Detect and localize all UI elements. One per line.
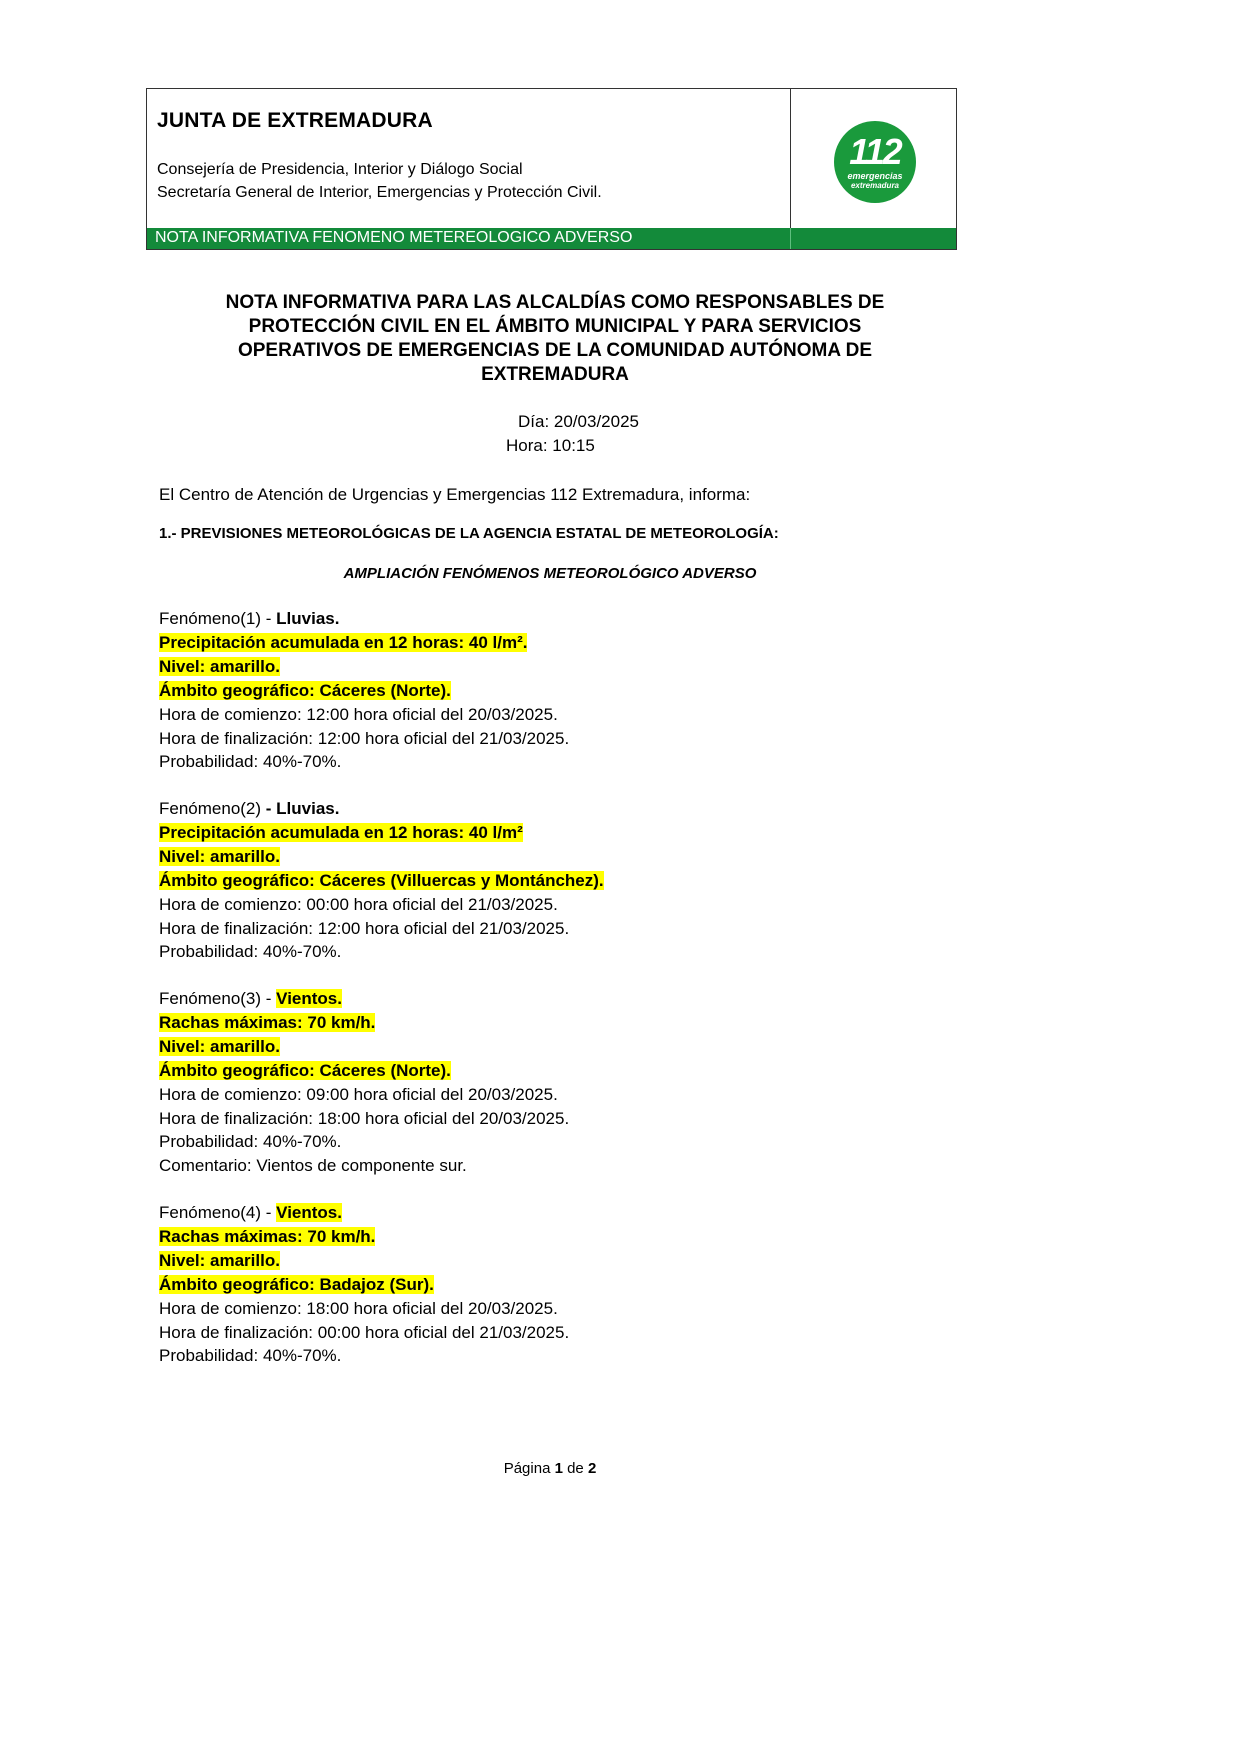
phenomenon-1-level: Nivel: amarillo. xyxy=(159,657,280,676)
phenomenon-3-end: Hora de finalización: 18:00 hora oficial del 20/03/2025. xyxy=(159,1109,570,1128)
phenomenon-2-probability: Probabilidad: 40%-70%. xyxy=(159,942,342,961)
phenomenon-3-start: Hora de comienzo: 09:00 hora oficial del 20/03/2025. xyxy=(159,1085,558,1104)
section-title: 1.- PREVISIONES METEOROLÓGICAS DE LA AGENCIA ESTATAL DE METEOROLOGÍA: xyxy=(159,525,779,542)
phenomenon-1-start: Hora de comienzo: 12:00 hora oficial del 20/03/2025. xyxy=(159,705,558,724)
phenomenon-2-end: Hora de finalización: 12:00 hora oficial del 21/03/2025. xyxy=(159,919,570,938)
phenomenon-2-level: Nivel: amarillo. xyxy=(159,847,280,866)
phenomenon-1-end: Hora de finalización: 12:00 hora oficial del 21/03/2025. xyxy=(159,729,570,748)
phenomenon-3-header xyxy=(159,989,342,1009)
phenomenon-label: Fenómeno(3) - xyxy=(159,989,277,1008)
footer-total: 2 xyxy=(587,1460,597,1477)
phenomenon-2-main: Precipitación acumulada en 12 horas: 40 l/m² xyxy=(159,823,523,842)
phenomenon-3-comment: Comentario: Vientos de componente sur. xyxy=(159,1156,467,1175)
title-line-4: EXTREMADURA xyxy=(481,364,629,385)
phenomenon-1-area: Ámbito geográfico: Cáceres (Norte). xyxy=(159,681,451,700)
footer-middle: de xyxy=(562,1460,588,1477)
phenomenon-3-level: Nivel: amarillo. xyxy=(159,1037,280,1056)
phenomenon-4-header xyxy=(159,1203,342,1223)
phenomenon-2-area: Ámbito geográfico: Cáceres (Villuercas y Montánchez). xyxy=(159,871,604,890)
phenomenon-type: Vientos. xyxy=(276,989,342,1008)
header-banner xyxy=(147,228,956,249)
subsection-title: AMPLIACIÓN FENÓMENOS METEOROLÓGICO ADVERSO xyxy=(343,565,757,582)
logo-number: 112 xyxy=(849,131,901,172)
title-line-3: OPERATIVOS DE EMERGENCIAS DE LA COMUNIDAD AUTÓNOMA DE xyxy=(237,340,873,361)
phenomenon-4-main: Rachas máximas: 70 km/h. xyxy=(159,1227,376,1246)
header-text-cell xyxy=(147,89,791,228)
phenomenon-2-header xyxy=(159,799,339,819)
phenomenon-1-main: Precipitación acumulada en 12 horas: 40 l/m². xyxy=(159,633,528,652)
logo-text-1: emergencias xyxy=(847,171,903,181)
footer-prefix: Página xyxy=(503,1460,555,1477)
header-banner-text: NOTA INFORMATIVA FENOMENO METEREOLOGICO ADVERSO xyxy=(155,229,633,246)
phenomenon-type: Vientos. xyxy=(276,1203,342,1222)
page-footer xyxy=(0,1460,1100,1477)
banner-divider xyxy=(790,228,791,249)
phenomenon-4-end: Hora de finalización: 00:00 hora oficial del 21/03/2025. xyxy=(159,1323,570,1342)
phenomenon-1-header xyxy=(159,609,339,629)
phenomenon-1-probability: Probabilidad: 40%-70%. xyxy=(159,752,342,771)
organization-name: JUNTA DE EXTREMADURA xyxy=(157,109,433,132)
logo-text-2: extremadura xyxy=(850,181,900,190)
phenomenon-type: - Lluvias. xyxy=(265,799,340,818)
phenomenon-type: Lluvias. xyxy=(276,609,340,628)
phenomenon-4-area: Ámbito geográfico: Badajoz (Sur). xyxy=(159,1275,434,1294)
document-date: Día: 20/03/2025 xyxy=(518,412,639,431)
phenomenon-2-start: Hora de comienzo: 00:00 hora oficial del 21/03/2025. xyxy=(159,895,558,914)
phenomenon-label: Fenómeno(1) - xyxy=(159,609,277,628)
phenomenon-4-probability: Probabilidad: 40%-70%. xyxy=(159,1346,342,1365)
phenomenon-3-main: Rachas máximas: 70 km/h. xyxy=(159,1013,376,1032)
intro-text: El Centro de Atención de Urgencias y Emergencias 112 Extremadura, informa: xyxy=(159,485,751,504)
document-time: Hora: 10:15 xyxy=(506,436,595,455)
emergencias-112-logo-icon xyxy=(834,121,916,203)
phenomenon-3-area: Ámbito geográfico: Cáceres (Norte). xyxy=(159,1061,451,1080)
phenomenon-label: Fenómeno(2) xyxy=(159,799,266,818)
phenomenon-3-probability: Probabilidad: 40%-70%. xyxy=(159,1132,342,1151)
department-line-2: Secretaría General de Interior, Emergencias y Protección Civil. xyxy=(157,184,602,201)
phenomenon-4-start: Hora de comienzo: 18:00 hora oficial del 20/03/2025. xyxy=(159,1299,558,1318)
footer-page: 1 xyxy=(554,1460,563,1477)
title-line-2: PROTECCIÓN CIVIL EN EL ÁMBITO MUNICIPAL Y PARA SERVICIOS xyxy=(248,316,862,337)
phenomenon-4-level: Nivel: amarillo. xyxy=(159,1251,280,1270)
title-line-1: NOTA INFORMATIVA PARA LAS ALCALDÍAS COMO RESPONSABLES DE xyxy=(225,292,885,313)
department-line-1: Consejería de Presidencia, Interior y Diálogo Social xyxy=(157,161,523,178)
phenomenon-label: Fenómeno(4) - xyxy=(159,1203,277,1222)
